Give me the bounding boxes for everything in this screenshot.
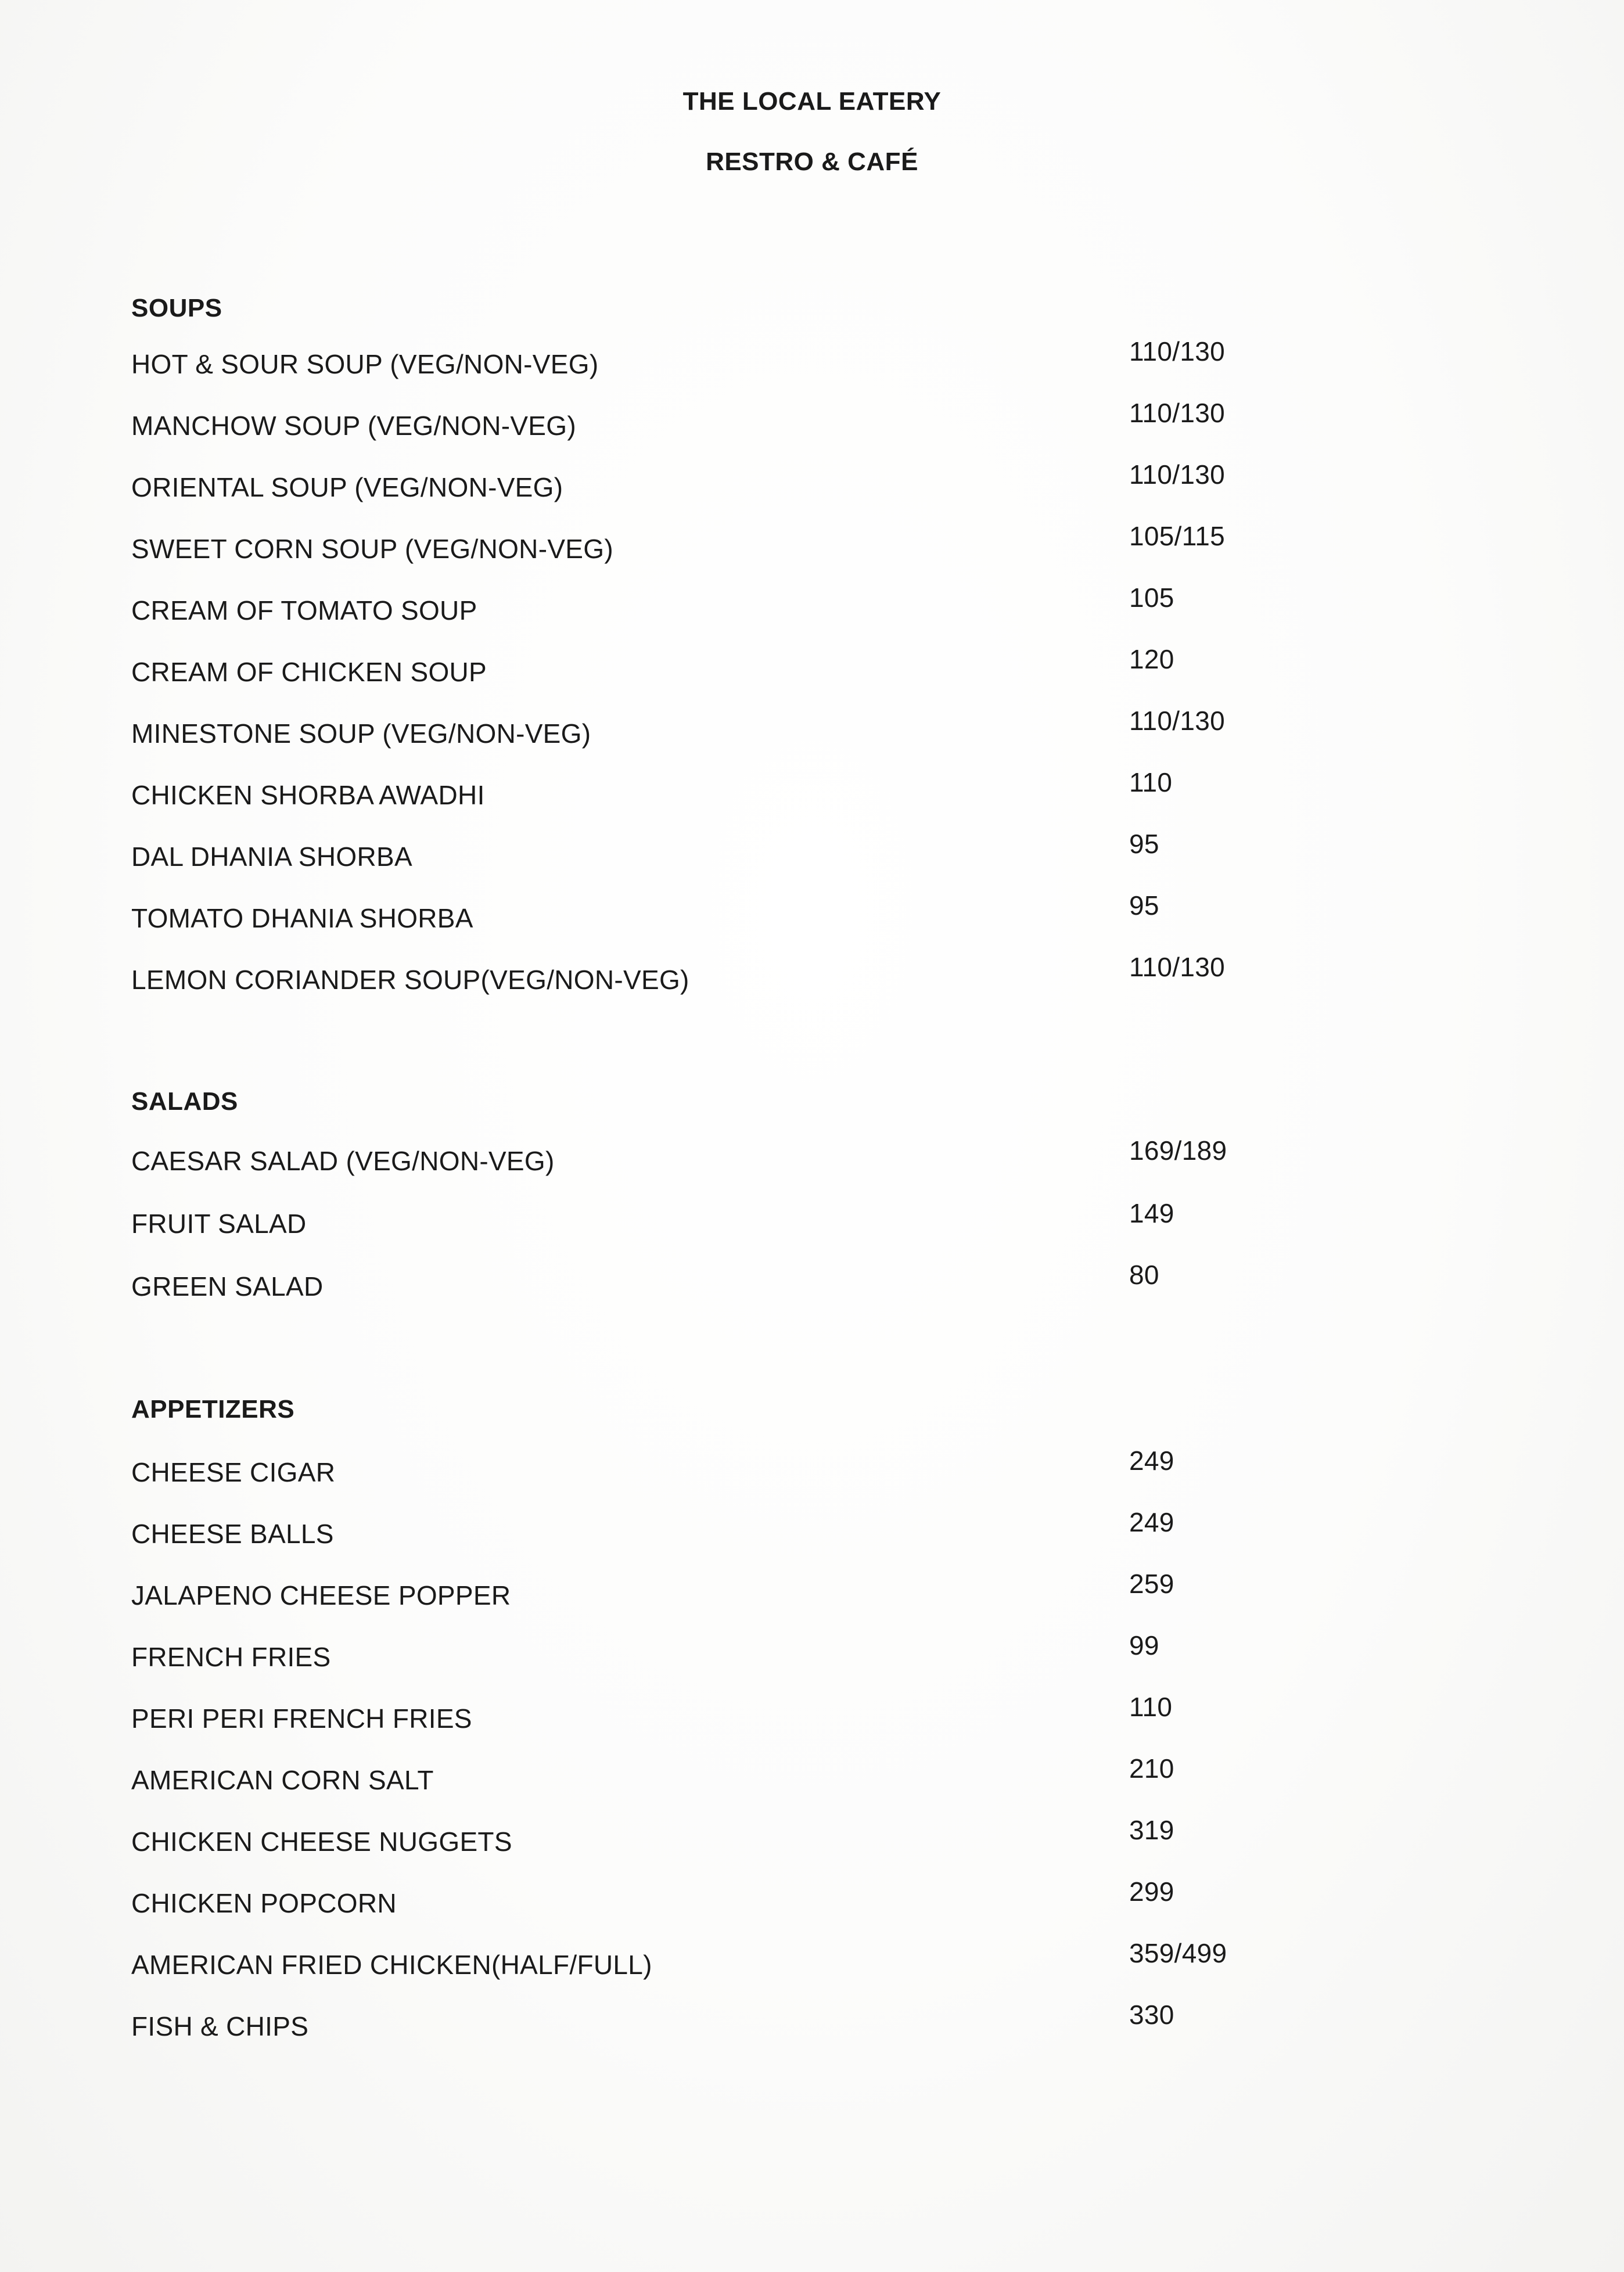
menu-item-price: 110: [1129, 1692, 1173, 1722]
menu-item-price: 99: [1129, 1630, 1159, 1660]
menu-item-price: 95: [1129, 890, 1159, 921]
menu-item-name: FISH & CHIPS: [131, 2011, 309, 2041]
menu-item-price: 319: [1129, 1815, 1174, 1845]
menu-item-name: CAESAR SALAD (VEG/NON-VEG): [131, 1146, 555, 1176]
menu-item-price: 110/130: [1129, 706, 1225, 736]
menu-item-name: HOT & SOUR SOUP (VEG/NON-VEG): [131, 349, 599, 379]
menu-item-name: CHICKEN SHORBA AWADHI: [131, 780, 485, 810]
menu-item-price: 359/499: [1129, 1938, 1227, 1968]
menu-item-name: AMERICAN CORN SALT: [131, 1765, 434, 1795]
menu-item-price: 105: [1129, 583, 1174, 613]
menu-item-price: 110: [1129, 767, 1173, 797]
section-heading-salads: SALADS: [131, 1087, 238, 1116]
restaurant-name: THE LOCAL EATERY: [682, 87, 942, 116]
menu-item-price: 330: [1129, 2000, 1174, 2030]
menu-item-name: GREEN SALAD: [131, 1271, 324, 1302]
menu-item-name: AMERICAN FRIED CHICKEN(HALF/FULL): [131, 1950, 652, 1980]
menu-item-price: 105/115: [1129, 521, 1225, 551]
menu-item-name: CREAM OF CHICKEN SOUP: [131, 657, 487, 687]
menu-item-price: 249: [1129, 1446, 1174, 1476]
menu-item-price: 249: [1129, 1507, 1174, 1537]
menu-item-price: 95: [1129, 829, 1159, 859]
menu-item-price: 299: [1129, 1876, 1174, 1907]
menu-item-name: MINESTONE SOUP (VEG/NON-VEG): [131, 718, 591, 749]
menu-item-price: 120: [1129, 644, 1174, 674]
section-heading-appetizers: APPETIZERS: [131, 1395, 295, 1423]
menu-item-name: CHICKEN CHEESE NUGGETS: [131, 1827, 512, 1857]
menu-item-name: JALAPENO CHEESE POPPER: [131, 1580, 511, 1610]
menu-item-price: 80: [1129, 1260, 1159, 1290]
menu-item-name: CHICKEN POPCORN: [131, 1888, 397, 1918]
menu-item-name: LEMON CORIANDER SOUP(VEG/NON-VEG): [131, 965, 689, 995]
menu-item-price: 210: [1129, 1753, 1174, 1784]
menu-item-price: 110/130: [1129, 952, 1225, 982]
menu-item-name: MANCHOW SOUP (VEG/NON-VEG): [131, 411, 576, 441]
menu-item-name: CHEESE BALLS: [131, 1519, 334, 1549]
menu-item-price: 259: [1129, 1569, 1174, 1599]
menu-item-price: 149: [1129, 1198, 1174, 1228]
menu-item-name: SWEET CORN SOUP (VEG/NON-VEG): [131, 534, 613, 564]
menu-item-name: ORIENTAL SOUP (VEG/NON-VEG): [131, 472, 563, 502]
section-heading-soups: SOUPS: [131, 294, 222, 322]
menu-item-name: PERI PERI FRENCH FRIES: [131, 1703, 472, 1734]
menu-item-price: 169/189: [1129, 1135, 1227, 1166]
menu-item-price: 110/130: [1129, 336, 1225, 366]
menu-item-price: 110/130: [1129, 398, 1225, 428]
menu-item-name: DAL DHANIA SHORBA: [131, 842, 412, 872]
menu-item-name: FRENCH FRIES: [131, 1642, 331, 1672]
menu-item-price: 110/130: [1129, 459, 1225, 490]
menu-item-name: CHEESE CIGAR: [131, 1457, 336, 1487]
restaurant-subtitle: RESTRO & CAFÉ: [706, 148, 918, 176]
menu-item-name: TOMATO DHANIA SHORBA: [131, 903, 473, 933]
menu-item-name: FRUIT SALAD: [131, 1209, 307, 1239]
menu-item-name: CREAM OF TOMATO SOUP: [131, 595, 477, 625]
